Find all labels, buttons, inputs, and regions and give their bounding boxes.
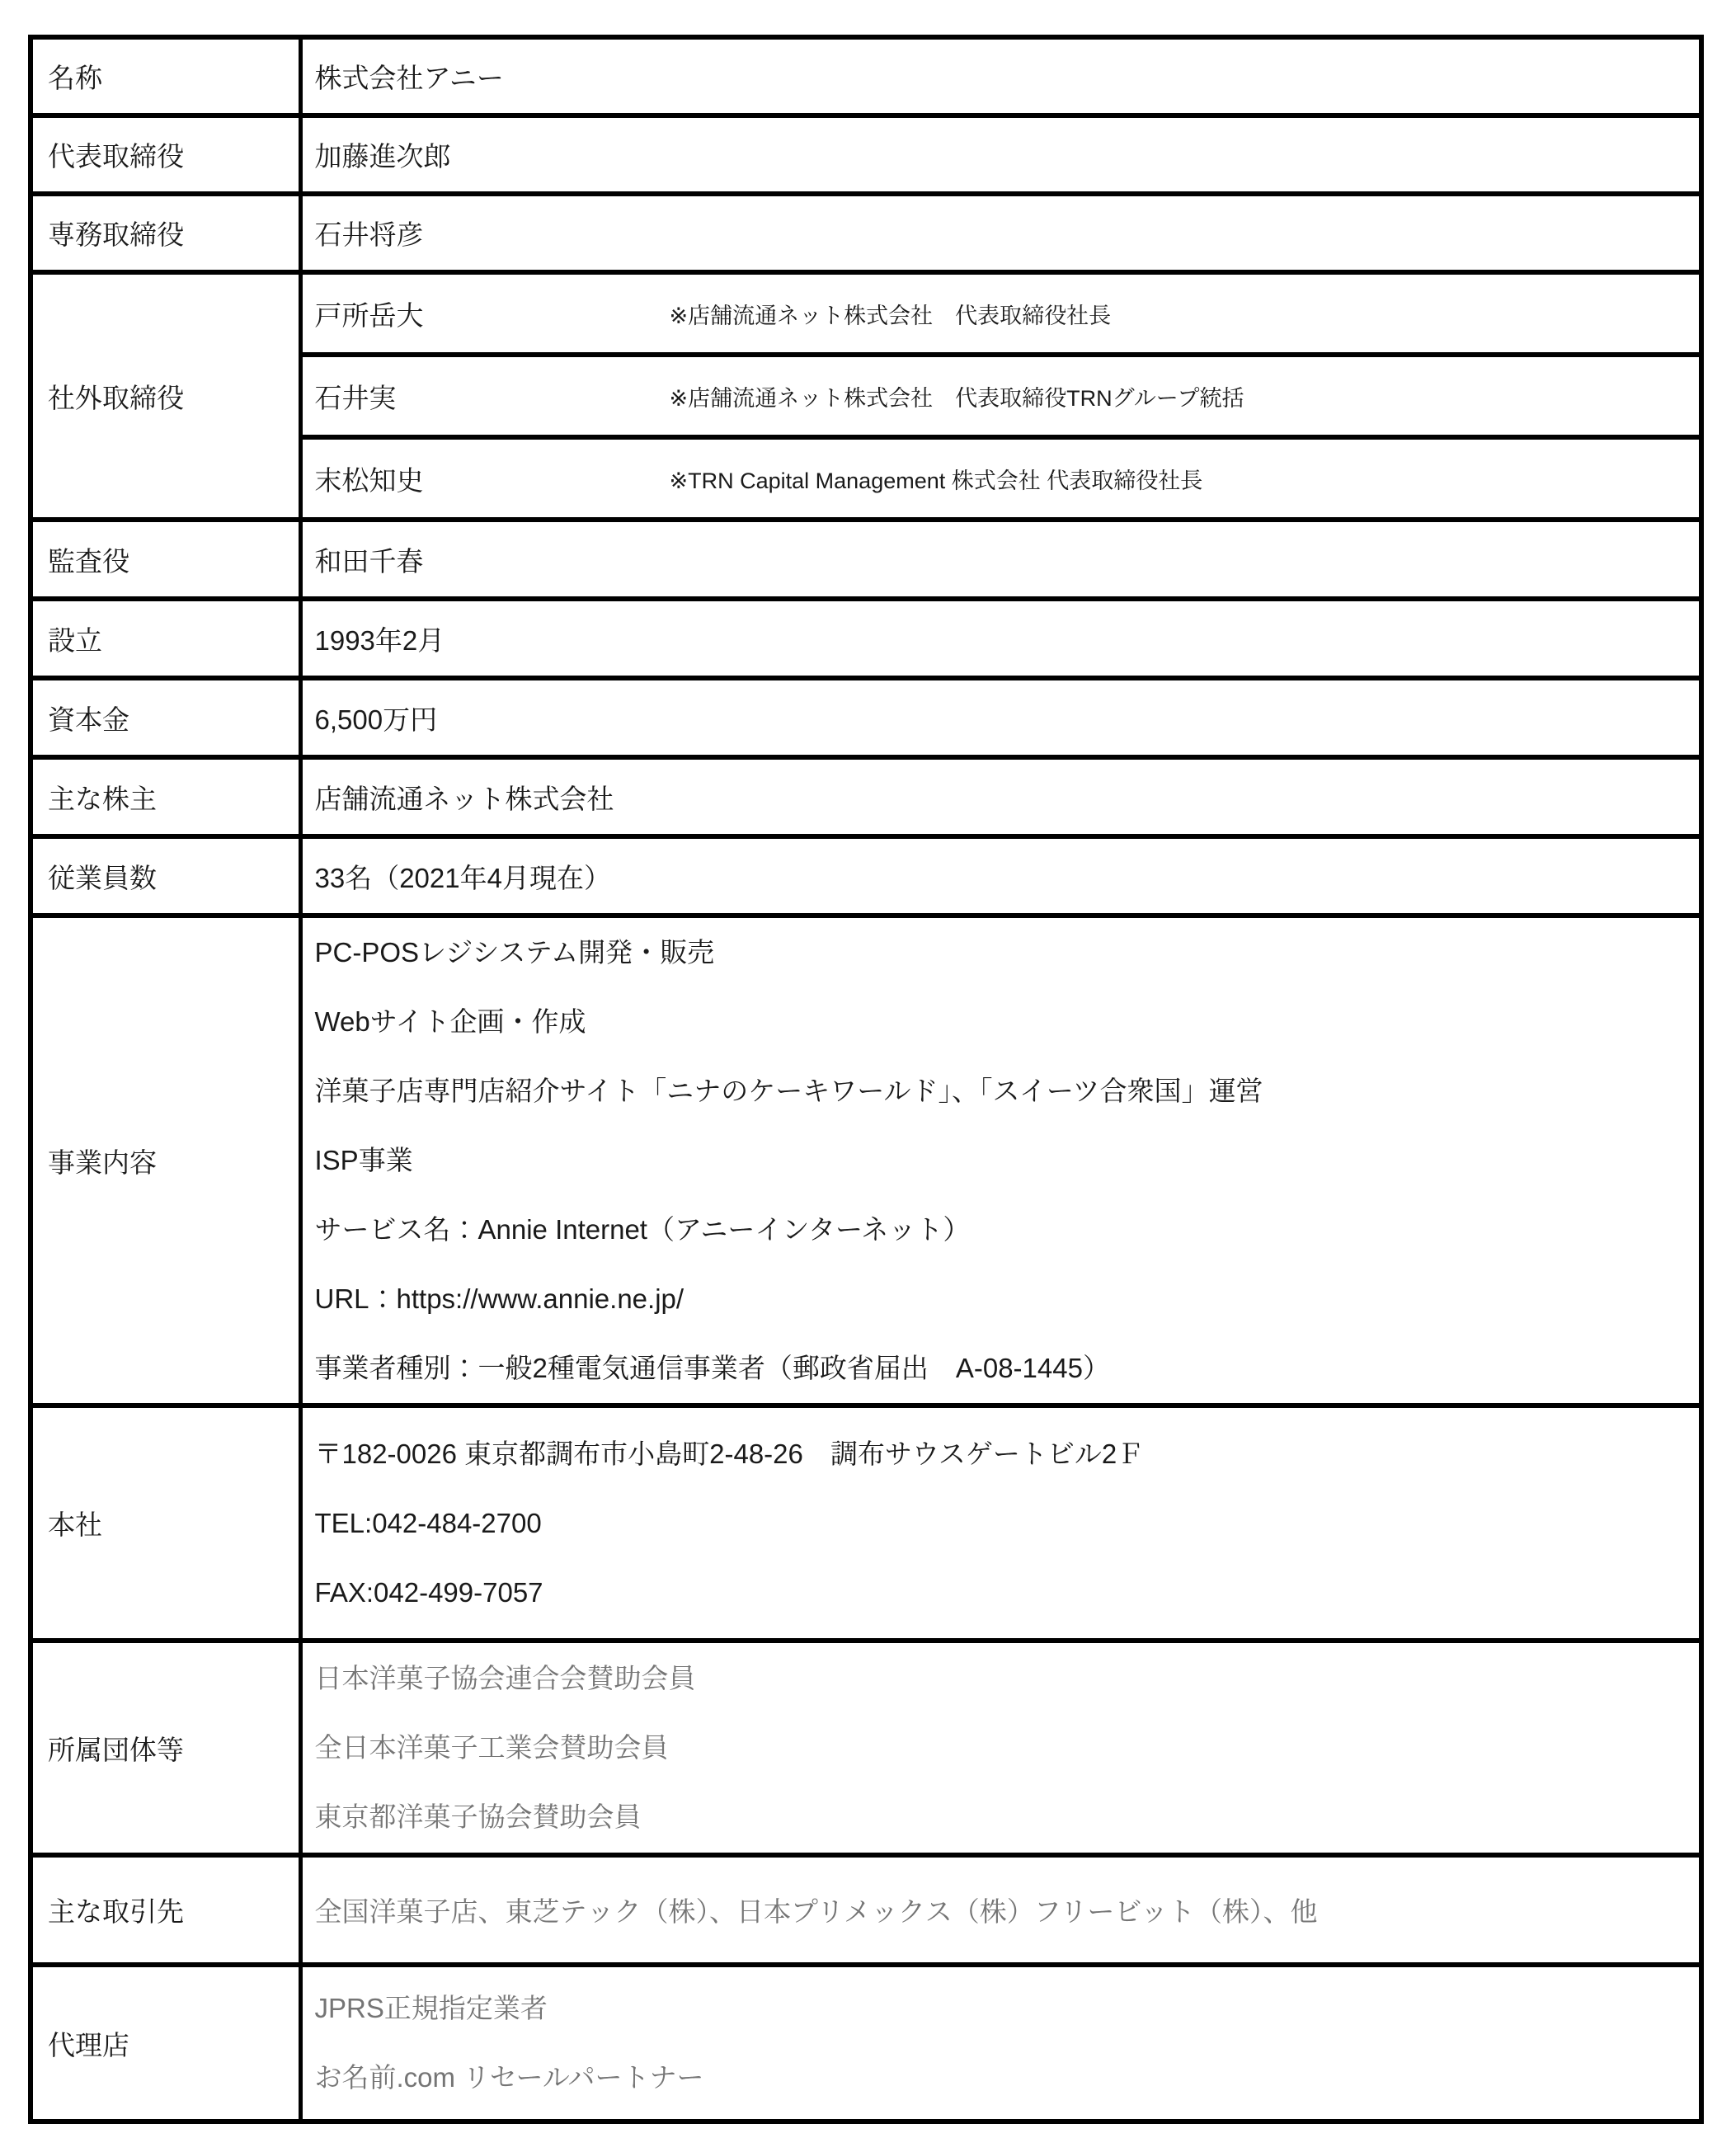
director-name: 末松知史 <box>314 464 424 496</box>
row-value <box>300 1965 1701 2121</box>
director-note: ※TRN Capital Management 株式会社 代表取締役社長 <box>669 468 1203 493</box>
table-row-capital <box>31 678 1701 757</box>
table-row-head-office <box>31 1406 1701 1641</box>
table-row-business <box>31 916 1701 1406</box>
row-value: 店舗流通ネット株式会社 <box>300 757 1701 836</box>
value-line: サービス名：Annie Internet（アニーインターネット） <box>314 1214 971 1245</box>
director-note: ※店舗流通ネット株式会社 代表取締役TRNグループ統括 <box>669 385 1244 411</box>
value-line: Webサイト企画・作成 <box>314 1006 586 1037</box>
row-value: 全国洋菓子店、東芝テック（株）、日本プリメックス（株）フリービット（株）、他 <box>300 1855 1701 1965</box>
table-row-associations <box>31 1641 1701 1855</box>
value-line: 東京都洋菓子協会賛助会員 <box>314 1801 642 1832</box>
value-line: PC-POSレジシステム開発・販売 <box>314 937 715 968</box>
row-value <box>300 916 1701 1406</box>
row-value: 加藤進次郎 <box>300 115 1701 194</box>
row-label: 監査役 <box>31 520 300 599</box>
table-row-founded <box>31 599 1701 678</box>
table-row-outside-director-1 <box>31 272 1701 355</box>
row-label: 代表取締役 <box>31 115 300 194</box>
row-label: 設立 <box>31 599 300 678</box>
row-label: 本社 <box>31 1406 300 1641</box>
table-row-auditor <box>31 520 1701 599</box>
row-value: 和田千春 <box>300 520 1701 599</box>
row-label: 主な取引先 <box>31 1855 300 1965</box>
row-label: 名称 <box>31 37 300 115</box>
company-profile-table <box>28 35 1704 2124</box>
row-label: 従業員数 <box>31 836 300 916</box>
table-row-name <box>31 37 1701 115</box>
row-value: 6,500万円 <box>300 678 1701 757</box>
director-name: 石井実 <box>314 382 397 413</box>
row-label: 事業内容 <box>31 916 300 1406</box>
value-line: FAX:042-499-7057 <box>314 1576 543 1608</box>
table-row-agency <box>31 1965 1701 2121</box>
table-row-employees <box>31 836 1701 916</box>
row-value <box>300 1406 1701 1641</box>
value-line: 〒182-0026 東京都調布市小島町2-48-26 調布サウスゲートビル2Ｆ <box>314 1438 1145 1469</box>
row-value <box>300 1641 1701 1855</box>
value-line: 事業者種別：一般2種電気通信事業者（郵政省届出 A-08-1445） <box>314 1353 1110 1383</box>
director-entry <box>315 377 1691 416</box>
value-line: 日本洋菓子協会連合会賛助会員 <box>314 1663 696 1693</box>
row-value: 33名（2021年4月現在） <box>300 836 1701 916</box>
director-note: ※店舗流通ネット株式会社 代表取締役社長 <box>669 303 1112 328</box>
director-entry <box>315 294 1691 333</box>
director-name: 戸所岳大 <box>314 299 424 331</box>
row-label: 社外取締役 <box>31 272 300 520</box>
row-label: 所属団体等 <box>31 1641 300 1855</box>
table-row-clients <box>31 1855 1701 1965</box>
value-line: URL：https://www.annie.ne.jp/ <box>314 1283 685 1314</box>
director-entry <box>315 459 1691 498</box>
row-value <box>300 437 1701 520</box>
value-line: ISP事業 <box>314 1145 413 1175</box>
row-label: 資本金 <box>31 678 300 757</box>
value-line: JPRS正規指定業者 <box>314 1993 548 2023</box>
value-line: お名前.com リセールパートナー <box>314 2062 704 2093</box>
table-row-shareholder <box>31 757 1701 836</box>
value-line: 洋菓子店専門店紹介サイト「ニナのケーキワールド」、「スイーツ合衆国」運営 <box>314 1076 1263 1106</box>
row-label: 主な株主 <box>31 757 300 836</box>
row-label: 代理店 <box>31 1965 300 2121</box>
value-line: TEL:042-484-2700 <box>314 1507 542 1538</box>
table-row-senior-director <box>31 194 1701 272</box>
row-value <box>300 355 1701 437</box>
row-value <box>300 272 1701 355</box>
row-label: 専務取締役 <box>31 194 300 272</box>
table-row-ceo <box>31 115 1701 194</box>
value-line: 全日本洋菓子工業会賛助会員 <box>314 1732 669 1763</box>
row-value: 株式会社アニー <box>300 37 1701 115</box>
row-value: 石井将彦 <box>300 194 1701 272</box>
row-value: 1993年2月 <box>300 599 1701 678</box>
